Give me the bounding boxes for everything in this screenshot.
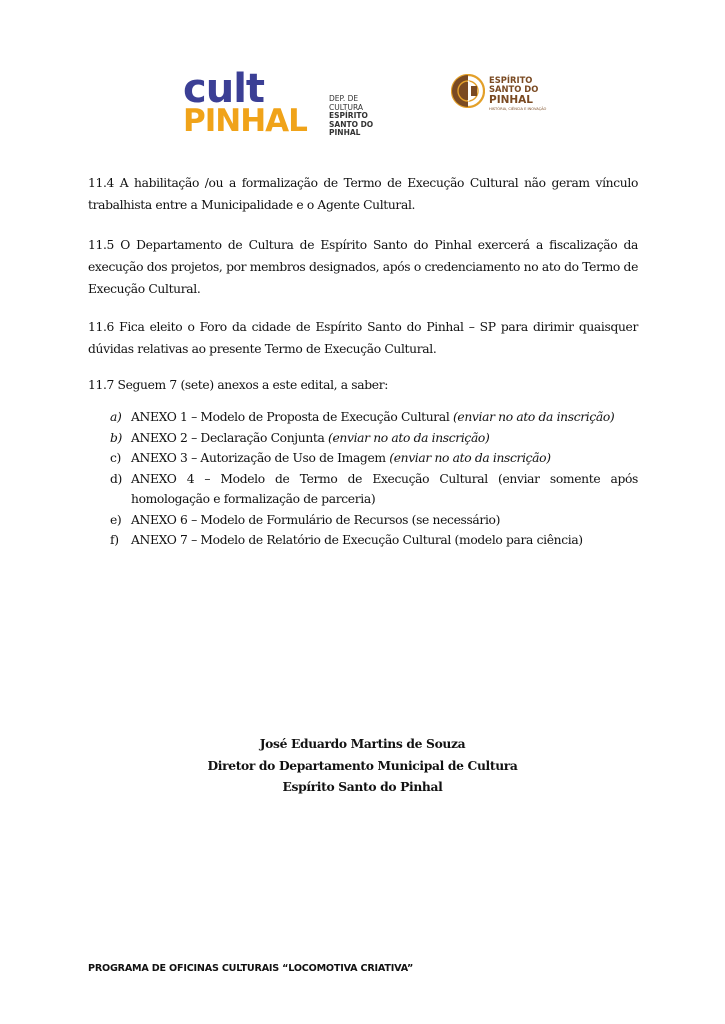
annex-item xyxy=(88,469,638,510)
annex-item xyxy=(88,530,638,551)
annex-note: (enviar no ato da inscrição) xyxy=(452,410,615,424)
city-logo-tagline: HISTÓRIA, CIÊNCIA E INOVAÇÃO xyxy=(489,107,547,111)
clause-11-6: 11.6 Fica eleito o Foro da cidade de Espírito Santo do Pinhal – SP para dirimir quaisquer dúvidas relativas ao presente Termo de Execução Cultural. xyxy=(88,320,638,356)
city-seal-icon xyxy=(451,74,485,108)
list-marker: d) xyxy=(110,471,122,486)
dep-line: PINHAL xyxy=(329,128,361,138)
annex-list xyxy=(88,407,638,551)
list-marker: b) xyxy=(110,430,122,445)
page-footer: PROGRAMA DE OFICINAS CULTURAIS “LOCOMOTIVA CRIATIVA” xyxy=(88,963,414,974)
city-logo xyxy=(451,74,551,114)
clause-11-7: 11.7 Seguem 7 (sete) anexos a este edital, a saber: xyxy=(88,378,389,392)
annex-item xyxy=(88,448,638,469)
annex-text: ANEXO 3 – Autorização de Uso de Imagem xyxy=(131,451,390,465)
department-logo-text xyxy=(329,95,373,138)
signature-block xyxy=(0,733,725,798)
city-logo-line: PINHAL xyxy=(489,93,533,106)
list-marker: f) xyxy=(110,533,119,547)
annex-item xyxy=(88,407,638,428)
pinhal-logo-word: PINHAL xyxy=(183,103,307,139)
list-marker: e) xyxy=(110,512,122,527)
annex-text: ANEXO 1 – Modelo de Proposta de Execução Cultural xyxy=(131,410,453,424)
signatory-name: José Eduardo Martins de Souza xyxy=(259,736,466,751)
dep-line: ESPÍRITO xyxy=(329,111,368,121)
annex-text: ANEXO 6 – Modelo de Formulário de Recursos (se necessário) xyxy=(131,512,501,527)
annex-note: (enviar no ato da inscrição) xyxy=(328,430,490,445)
annex-text: ANEXO 7 – Modelo de Relatório de Execução Cultural (modelo para ciência) xyxy=(131,533,583,547)
list-marker: c) xyxy=(110,451,121,465)
annex-item xyxy=(88,428,638,449)
city-logo-line: SANTO DO xyxy=(489,84,539,95)
list-marker: a) xyxy=(110,410,122,424)
signatory-role: Diretor do Departamento Municipal de Cultura xyxy=(207,757,518,773)
clause-11-4: 11.4 A habilitação /ou a formalização de Termo de Execução Cultural não geram vínculo trabalhista entre a Municipalidade e o Agente Cultural. xyxy=(88,176,638,212)
document-body xyxy=(88,172,638,551)
dep-line: SANTO DO xyxy=(329,119,374,129)
annex-note: (enviar no ato da inscrição) xyxy=(389,451,551,465)
signatory-place: Espírito Santo do Pinhal xyxy=(282,779,443,794)
dep-line: DEP. DE xyxy=(329,94,359,103)
cult-logo-word: cult xyxy=(183,66,265,112)
cult-pinhal-logo xyxy=(183,66,383,145)
annex-item xyxy=(88,510,638,531)
city-logo-line: ESPÍRITO xyxy=(489,75,533,85)
clause-11-5: 11.5 O Departamento de Cultura de Espírito Santo do Pinhal exercerá a fiscalização da execução dos projetos, por membros designados, após o credenciamento no ato do Termo de Execução Cultural. xyxy=(88,238,638,296)
annex-text: ANEXO 4 – Modelo de Termo de Execução Cultural (enviar somente após homologação e formalização de parceria) xyxy=(131,471,638,506)
dep-line: CULTURA xyxy=(329,102,363,112)
annex-text: ANEXO 2 – Declaração Conjunta xyxy=(131,430,329,445)
city-logo-text xyxy=(489,76,538,106)
